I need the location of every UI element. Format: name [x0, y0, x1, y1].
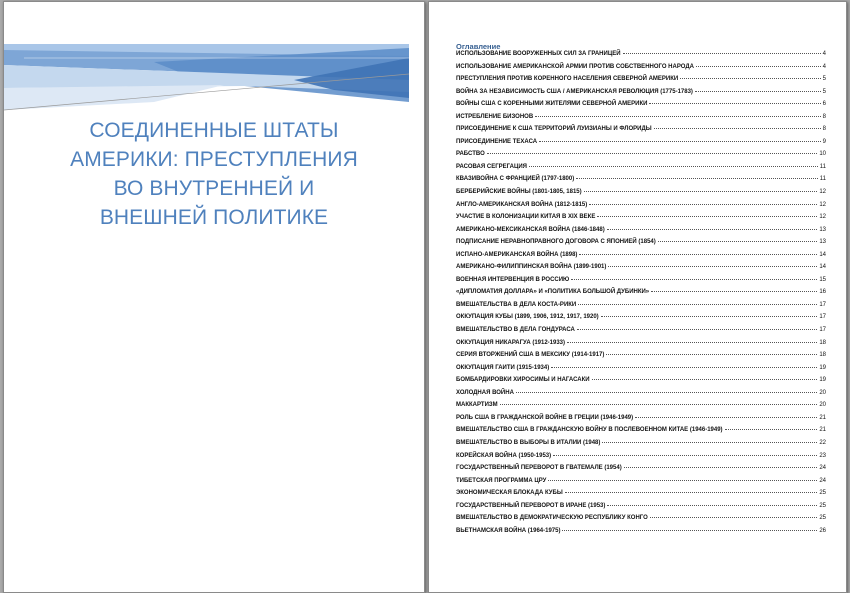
toc-entry[interactable]	[456, 126, 826, 139]
toc-dot-leader	[516, 392, 817, 393]
toc-heading: Оглавление	[456, 42, 501, 51]
toc-entry-page-number: 17	[819, 314, 826, 321]
toc-entry-page-number: 20	[819, 402, 826, 409]
toc-dot-leader	[565, 492, 818, 493]
toc-entry[interactable]	[456, 415, 826, 428]
toc-entry-title: МАККАРТИЗМ	[456, 402, 498, 409]
toc-dot-leader	[650, 517, 818, 518]
toc-dot-leader	[487, 153, 818, 154]
toc-entry-title: ПРЕСТУПЛЕНИЯ ПРОТИВ КОРЕННОГО НАСЕЛЕНИЯ СЕВЕРНОЙ АМЕРИКИ	[456, 76, 679, 83]
toc-entry[interactable]	[456, 377, 826, 390]
toc-entry-title: БОМБАРДИРОВКИ ХИРОСИМЫ И НАГАСАКИ	[456, 377, 590, 384]
toc-entry-title: РАБСТВО	[456, 151, 485, 158]
toc-entry-title: СЕРИЯ ВТОРЖЕНИЙ США В МЕКСИКУ (1914-1917)	[456, 352, 605, 359]
toc-entry[interactable]	[456, 239, 826, 252]
toc-dot-leader	[597, 216, 817, 217]
document-title	[64, 116, 364, 232]
toc-dot-leader	[529, 166, 818, 167]
toc-dot-leader	[654, 128, 821, 129]
toc-entry-page-number: 5	[822, 76, 826, 83]
toc-entry-page-number: 8	[822, 126, 826, 133]
toc-entry[interactable]	[456, 151, 826, 164]
toc-entry-title: КВАЗИВОЙНА С ФРАНЦИЕЙ (1797-1800)	[456, 176, 575, 183]
toc-entry-title: ВМЕШАТЕЛЬСТВО В ДЕЛА ГОНДУРАСА	[456, 327, 575, 334]
toc-dot-leader	[571, 279, 817, 280]
toc-entry-page-number: 25	[819, 490, 826, 497]
cover-page	[3, 1, 425, 593]
toc-dot-leader	[592, 379, 818, 380]
toc-entry-page-number: 14	[819, 264, 826, 271]
toc-entry[interactable]	[456, 528, 826, 541]
title-line: АМЕРИКИ: ПРЕСТУПЛЕНИЯ	[70, 148, 358, 171]
toc-entry-title: ПРИСОЕДИНЕНИЕ К США ТЕРРИТОРИЙ ЛУИЗИАНЫ И ФЛОРИДЫ	[456, 126, 652, 133]
toc-entry-page-number: 5	[822, 88, 826, 95]
toc-entry-page-number: 8	[822, 113, 826, 120]
toc-entry-page-number: 12	[819, 201, 826, 208]
toc-entry[interactable]	[456, 51, 826, 64]
toc-entry-title: УЧАСТИЕ В КОЛОНИЗАЦИИ КИТАЯ В XIX ВЕКЕ	[456, 214, 596, 221]
toc-entry-page-number: 24	[819, 477, 826, 484]
toc-list	[456, 51, 826, 540]
toc-entry-title: РАСОВАЯ СЕГРЕГАЦИЯ	[456, 163, 527, 170]
toc-entry[interactable]	[456, 114, 826, 127]
toc-dot-leader	[562, 530, 817, 531]
toc-entry-title: ГОСУДАРСТВЕННЫЙ ПЕРЕВОРОТ В ГВАТЕМАЛЕ (1954)	[456, 465, 622, 472]
toc-entry-page-number: 12	[819, 189, 826, 196]
toc-entry-title: ЭКОНОМИЧЕСКАЯ БЛОКАДА КУБЫ	[456, 490, 563, 497]
toc-entry-title: КОРЕЙСКАЯ ВОЙНА (1950-1953)	[456, 452, 552, 459]
toc-entry[interactable]	[456, 76, 826, 89]
toc-entry-page-number: 25	[819, 502, 826, 509]
toc-entry-title: ОККУПАЦИЯ НИКАРАГУА (1912-1933)	[456, 339, 566, 346]
toc-dot-leader	[548, 480, 817, 481]
toc-entry-page-number: 9	[822, 138, 826, 145]
toc-entry-page-number: 23	[819, 452, 826, 459]
toc-dot-leader	[589, 204, 817, 205]
toc-entry-title: ОККУПАЦИЯ КУБЫ (1899, 1906, 1912, 1917, 1920)	[456, 314, 599, 321]
toc-dot-leader	[725, 429, 818, 430]
toc-entry-page-number: 15	[819, 276, 826, 283]
toc-dot-leader	[553, 455, 817, 456]
toc-dot-leader	[607, 505, 817, 506]
toc-dot-leader	[606, 354, 817, 355]
toc-entry-page-number: 14	[819, 251, 826, 258]
toc-entry[interactable]	[456, 327, 826, 340]
toc-dot-leader	[584, 191, 818, 192]
toc-entry-page-number: 25	[819, 515, 826, 522]
toc-entry-title: ПРИСОЕДИНЕНИЕ ТЕХАСА	[456, 138, 538, 145]
toc-entry-page-number: 20	[819, 389, 826, 396]
toc-entry[interactable]	[456, 64, 826, 77]
toc-entry[interactable]	[456, 176, 826, 189]
toc-entry[interactable]	[456, 264, 826, 277]
toc-dot-leader	[696, 66, 821, 67]
toc-entry[interactable]	[456, 302, 826, 315]
toc-entry-page-number: 18	[819, 339, 826, 346]
toc-entry[interactable]	[456, 453, 826, 466]
toc-entry-page-number: 4	[822, 63, 826, 70]
toc-entry-title: «ДИПЛОМАТИЯ ДОЛЛАРА» И «ПОЛИТИКА БОЛЬШОЙ ДУБИНКИ»	[456, 289, 650, 296]
toc-entry[interactable]	[456, 139, 826, 152]
toc-entry-title: ТИБЕТСКАЯ ПРОГРАММА ЦРУ	[456, 477, 547, 484]
toc-dot-leader	[602, 442, 817, 443]
toc-entry[interactable]	[456, 189, 826, 202]
toc-dot-leader	[680, 78, 820, 79]
toc-dot-leader	[551, 367, 817, 368]
toc-dot-leader	[635, 417, 817, 418]
toc-entry[interactable]	[456, 402, 826, 415]
toc-entry-title: ХОЛОДНАЯ ВОЙНА	[456, 389, 514, 396]
toc-entry-title: РОЛЬ США В ГРАЖДАНСКОЙ ВОЙНЕ В ГРЕЦИИ (1946-1949)	[456, 414, 634, 421]
toc-entry-page-number: 17	[819, 327, 826, 334]
toc-entry[interactable]	[456, 227, 826, 240]
toc-entry-page-number: 21	[819, 427, 826, 434]
toc-entry-title: ВОЙНА ЗА НЕЗАВИСИМОСТЬ США / АМЕРИКАНСКАЯ РЕВОЛЮЦИЯ (1775-1783)	[456, 88, 693, 95]
toc-dot-leader	[651, 291, 817, 292]
toc-entry[interactable]	[456, 365, 826, 378]
toc-entry-title: АМЕРИКАНО-МЕКСИКАНСКАЯ ВОЙНА (1846-1848)	[456, 226, 605, 233]
toc-entry-title: БЕРБЕРИЙСКИЕ ВОЙНЫ (1801-1805, 1815)	[456, 189, 582, 196]
toc-entry[interactable]	[456, 101, 826, 114]
toc-dot-leader	[649, 103, 820, 104]
toc-entry-page-number: 26	[819, 527, 826, 534]
toc-entry-page-number: 13	[819, 239, 826, 246]
toc-entry[interactable]	[456, 427, 826, 440]
toc-entry-title: ИСПОЛЬЗОВАНИЕ ВООРУЖЕННЫХ СИЛ ЗА ГРАНИЦЕЙ	[456, 51, 621, 57]
toc-dot-leader	[539, 141, 821, 142]
toc-entry-page-number: 22	[819, 439, 826, 446]
toc-dot-leader	[624, 467, 818, 468]
toc-dot-leader	[601, 316, 818, 317]
toc-dot-leader	[658, 241, 818, 242]
toc-entry-title: ВМЕШАТЕЛЬСТВА В ДЕЛА КОСТА-РИКИ	[456, 301, 577, 308]
toc-entry[interactable]	[456, 465, 826, 478]
toc-entry-page-number: 4	[822, 51, 826, 57]
toc-entry-page-number: 12	[819, 214, 826, 221]
toc-entry[interactable]	[456, 478, 826, 491]
toc-entry-page-number: 10	[819, 151, 826, 158]
toc-entry-title: ВМЕШАТЕЛЬСТВО США В ГРАЖДАНСКУЮ ВОЙНУ В ПОСЛЕВОЕННОМ КИТАЕ (1946-1949)	[456, 427, 723, 434]
toc-dot-leader	[567, 342, 817, 343]
toc-entry[interactable]	[456, 390, 826, 403]
toc-entry-title: ИСПОЛЬЗОВАНИЕ АМЕРИКАНСКОЙ АРМИИ ПРОТИВ СОБСТВЕННОГО НАРОДА	[456, 63, 694, 70]
toc-entry-page-number: 17	[819, 301, 826, 308]
toc-entry[interactable]	[456, 252, 826, 265]
title-line: ВО ВНУТРЕННЕЙ И	[113, 177, 315, 200]
toc-dot-leader	[535, 116, 820, 117]
toc-entry[interactable]	[456, 352, 826, 365]
toc-entry-title: ВОЙНЫ США С КОРЕННЫМИ ЖИТЕЛЯМИ СЕВЕРНОЙ АМЕРИКИ	[456, 101, 648, 108]
toc-dot-leader	[576, 178, 818, 179]
toc-dot-leader	[623, 53, 821, 54]
toc-entry-page-number: 19	[819, 377, 826, 384]
toc-entry[interactable]	[456, 340, 826, 353]
toc-entry[interactable]	[456, 440, 826, 453]
toc-entry[interactable]	[456, 164, 826, 177]
toc-entry-page-number: 24	[819, 465, 826, 472]
toc-dot-leader	[500, 404, 818, 405]
toc-entry-title: ГОСУДАРСТВЕННЫЙ ПЕРЕВОРОТ В ИРАНЕ (1953)	[456, 502, 606, 509]
toc-dot-leader	[577, 329, 817, 330]
toc-dot-leader	[608, 266, 817, 267]
toc-entry-title: ВЬЕТНАМСКАЯ ВОЙНА (1964-1975)	[456, 527, 561, 534]
toc-entry[interactable]	[456, 214, 826, 227]
toc-entry-page-number: 11	[819, 163, 826, 170]
toc-entry-page-number: 13	[819, 226, 826, 233]
title-line: ВНЕШНЕЙ ПОЛИТИКЕ	[99, 206, 329, 229]
toc-entry[interactable]	[456, 490, 826, 503]
toc-entry[interactable]	[456, 277, 826, 290]
table-of-contents-page	[428, 1, 847, 593]
toc-entry-title: ИСТРЕБЛЕНИЕ БИЗОНОВ	[456, 113, 534, 120]
toc-entry-title: АНГЛО-АМЕРИКАНСКАЯ ВОЙНА (1812-1815)	[456, 201, 588, 208]
toc-dot-leader	[695, 91, 821, 92]
toc-entry-title: АМЕРИКАНО-ФИЛИППИНСКАЯ ВОЙНА (1899-1901)	[456, 264, 607, 271]
toc-entry[interactable]	[456, 515, 826, 528]
toc-entry-page-number: 11	[819, 176, 826, 183]
toc-entry-page-number: 19	[819, 364, 826, 371]
toc-entry-title: ВМЕШАТЕЛЬСТВО В ВЫБОРЫ В ИТАЛИИ (1948)	[456, 439, 601, 446]
toc-dot-leader	[607, 229, 818, 230]
cover-banner-graphic	[4, 40, 424, 120]
toc-entry-title: ИСПАНО-АМЕРИКАНСКАЯ ВОЙНА (1898)	[456, 251, 578, 258]
toc-entry[interactable]	[456, 89, 826, 102]
toc-entry[interactable]	[456, 503, 826, 516]
toc-entry-title: ВМЕШАТЕЛЬСТВО В ДЕМОКРАТИЧЕСКУЮ РЕСПУБЛИКУ КОНГО	[456, 515, 648, 522]
toc-entry-title: ВОЕННАЯ ИНТЕРВЕНЦИЯ В РОССИЮ	[456, 276, 570, 283]
title-line: СОЕДИНЕННЫЕ ШТАТЫ	[89, 119, 339, 142]
toc-entry[interactable]	[456, 314, 826, 327]
toc-entry-page-number: 6	[822, 101, 826, 108]
toc-entry-title: ПОДПИСАНИЕ НЕРАВНОПРАВНОГО ДОГОВОРА С ЯПОНИЕЙ (1854)	[456, 239, 656, 246]
toc-entry[interactable]	[456, 289, 826, 302]
toc-entry-page-number: 18	[819, 352, 826, 359]
toc-dot-leader	[578, 304, 817, 305]
toc-dot-leader	[579, 254, 817, 255]
toc-entry-page-number: 16	[819, 289, 826, 296]
toc-entry-title: ОККУПАЦИЯ ГАИТИ (1915-1934)	[456, 364, 550, 371]
toc-entry-page-number: 21	[819, 414, 826, 421]
toc-entry[interactable]	[456, 202, 826, 215]
